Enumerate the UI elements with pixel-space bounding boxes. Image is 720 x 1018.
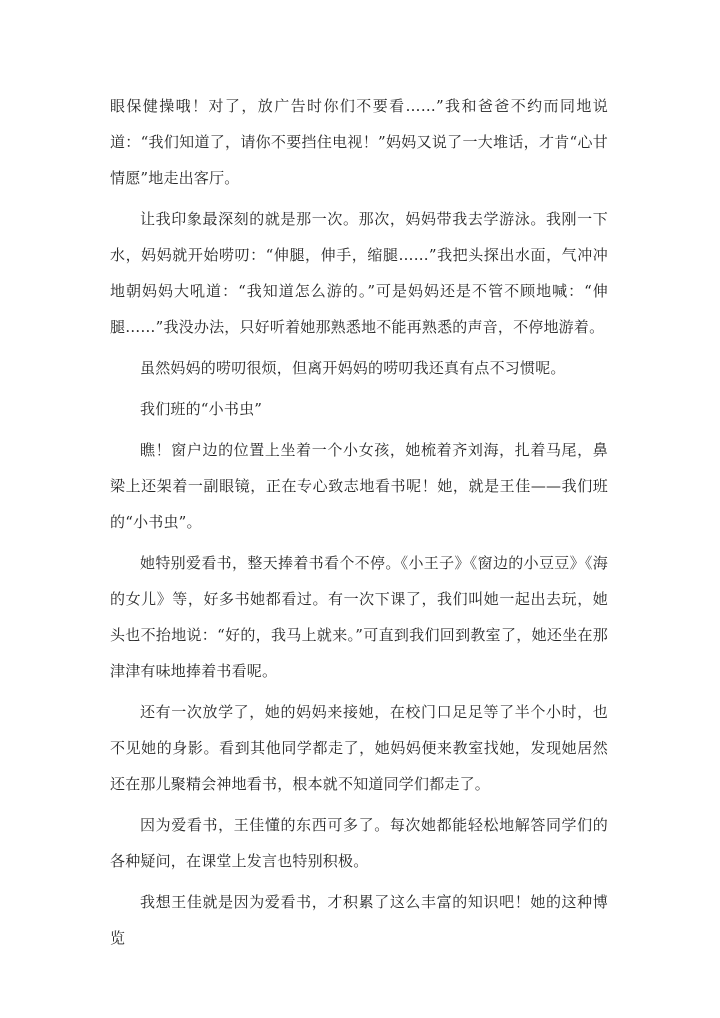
essay-body (110, 88, 608, 961)
paragraph-introduction: 瞧！窗户边的位置上坐着一个小女孩，她梳着齐刘海，扎着马尾，鼻梁上还架着一副眼镜，正在专心致志地看书呢！她，就是王佳——我们班的“小书虫”。 (110, 441, 608, 531)
paragraph-conclusion: 虽然妈妈的唠叨很烦，但离开妈妈的唠叨我还真有点不习惯呢。 (140, 359, 566, 377)
paragraph-after-school: 还有一次放学了，她的妈妈来接她，在校门口足足等了半个小时，也不见她的身影。看到其他同学都走了，她妈妈便来教室找她，发现她居然还在那儿聚精会神地看书，根本就不知道同学们都走了。 (110, 703, 608, 793)
paragraph-closing: 我想王佳就是因为爱看书，才积累了这么丰富的知识吧！她的这种博览 (110, 893, 608, 947)
essay-title: 我们班的“小书虫” (140, 400, 263, 418)
paragraph-loves-reading: 她特别爱看书，整天捧着书看个不停。《小王子》《窗边的小豆豆》《海的女儿》等，好多书她都看过。有一次下课了，我们叫她一起出去玩，她头也不抬地说：“好的，我马上就来。”可直到我们回到教室了，她还坐在那津津有味地捧着书看呢。 (110, 554, 608, 680)
paragraph-knowledge: 因为爱看书，王佳懂的东西可多了。每次她都能轻松地解答同学们的各种疑问，在课堂上发言也特别积极。 (110, 816, 608, 870)
paragraph-continuation: 眼保健操哦！对了，放广告时你们不要看……”我和爸爸不约而同地说道：“我们知道了，请你不要挡住电视！”妈妈又说了一大堆话，才肯“心甘情愿”地走出客厅。 (110, 97, 608, 187)
paragraph-swimming-story: 让我印象最深刻的就是那一次。那次，妈妈带我去学游泳。我刚一下水，妈妈就开始唠叨：“伸腿，伸手，缩腿……”我把头探出水面，气冲冲地朝妈妈大吼道：“我知道怎么游的。”可是妈妈还是不管不顾地喊：“伸腿……”我没办法，只好听着她那熟悉地不能再熟悉的声音，不停地游着。 (110, 210, 608, 336)
